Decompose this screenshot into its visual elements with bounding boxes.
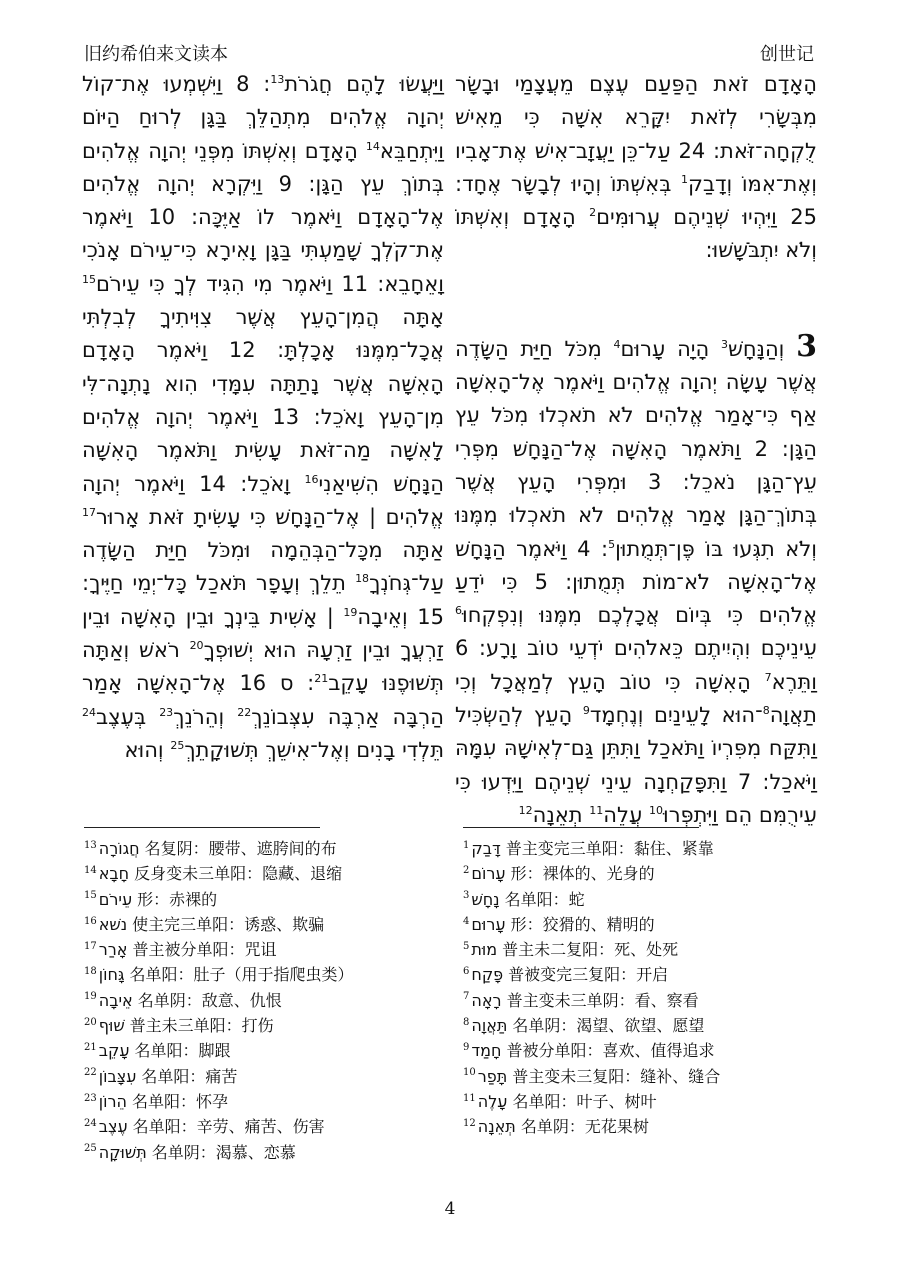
verse-text: רֹאשׁ וְאַתָּה תְּשׁוּפֶנּוּ עָקֵב (82, 638, 444, 696)
footnote-number: 5 (463, 940, 470, 952)
footnote-gloss: 形：狡猾的、精明的 (510, 914, 655, 934)
footnote-gloss: 名单阴：敌意、仇恨 (137, 990, 282, 1010)
footnote-marker: 20 (189, 639, 204, 653)
footnote-gloss: 名单阴：渴慕、恋慕 (151, 1142, 296, 1162)
footnote-marker: 5 (608, 537, 616, 551)
footnote-marker: 4 (613, 337, 621, 351)
footnote-number: 24 (84, 1117, 97, 1129)
footnote-gloss: 普主变未三单阴：看、察看 (506, 990, 699, 1010)
verse-text: הָאִשָּׁה כִּי טוֹב הָעֵץ לְמַאֲכָל וְכִי תַאֲוָה (455, 669, 817, 728)
footnote-item (84, 962, 354, 987)
footnote-item (463, 861, 720, 886)
footnote-item (84, 836, 354, 861)
footnote-marker: 1 (681, 172, 688, 186)
verse-text: הָאָדָם וְאִשְׁתּוֹ וְלֹא יִתְבֹּשָׁשׁוּ: (455, 205, 817, 263)
chapter-3-text (455, 330, 817, 832)
footnote-number: 1 (463, 839, 470, 851)
footnote-item (463, 1089, 720, 1114)
verse-text: אָתָּה הֲמִן־הָעֵץ אֲשֶׁר צִוִּיתִיךָ לְבִלְתִּי אֲכָל־מִמֶּנּוּ אָכָלְתָּ: 12 וַיֹּאמֶר הָאָדָם הָאִשָּׁה אֲשֶׁר נָתַתָּה עִמָּדִי הִוא נָתְנָה־לִּי מִן־הָעֵץ וָאֹכֵל: 13 וַיֹּאמֶר יְהוָה אֱלֹהִים לָאִשָּׁה מַה־זֹּאת עָשִׂית וַתֹּאמֶר הָאִשָּׁה הַנָּחָשׁ הִשִּׁיאַנִי (82, 305, 445, 496)
footnote-item (463, 1013, 720, 1038)
footnote-item (463, 988, 720, 1013)
footnote-item (463, 912, 720, 937)
footnote-gloss: 名单阴：无花果树 (520, 1117, 649, 1137)
footnote-number: 11 (463, 1092, 476, 1104)
footnote-gloss: 名单阳：怀孕 (131, 1091, 228, 1111)
footnote-hebrew-word: עֵירֹם (98, 889, 133, 909)
verse-text: וְהֵרֹנֵךְ (173, 704, 238, 729)
footnote-hebrew-word: עָרוֹם (471, 864, 506, 884)
page-number: 4 (444, 1199, 456, 1219)
footnote-number: 13 (84, 839, 97, 851)
verse-text: הָיָה עָרוּם (620, 336, 721, 361)
footnote-divider-right (463, 827, 699, 828)
footnote-gloss: 反身变未三单阳：隐藏、退缩 (134, 864, 343, 884)
verse-text: תֵלֵךְ וְעָפָר תֹּאכַל כָּל־יְמֵי חַיֶּיךָ: 15 וְאֵיבָה (82, 571, 444, 629)
verse-text: : ס 16 אֶל־הָאִשָּׁה אָמַר הַרְבָּה אַרְבֶּה עִצְּבוֹנֵךְ (82, 671, 444, 729)
footnote-hebrew-word: עָלֶה (477, 1091, 508, 1111)
footnotes-right (463, 836, 720, 1140)
footnote-item (84, 1114, 354, 1139)
footnote-hebrew-word: דָּבַק (471, 839, 501, 858)
verse-text: תְאֵנָה (532, 802, 590, 827)
footnote-number: 25 (84, 1143, 97, 1155)
footnote-marker: 21 (314, 672, 329, 686)
footnote-marker: 16 (304, 472, 319, 486)
footnote-gloss: 名单阳：痛苦 (141, 1066, 238, 1086)
footnote-gloss: 普主被分单阳：咒诅 (132, 940, 277, 960)
footnote-gloss: 使主完三单阳：诱惑、欺骗 (132, 914, 325, 934)
footnote-item (84, 1089, 354, 1114)
footnote-number: 22 (84, 1067, 97, 1079)
footnote-gloss: 普主未二复阳：死、处死 (502, 940, 679, 960)
footnote-item (463, 1114, 720, 1139)
verse-text: וָאֹכֵל: 14 וַיֹּאמֶר יְהוָה אֱלֹהִים | אֶל־הַנָּחָשׁ כִּי עָשִׂיתָ זֹּאת אָרוּר (82, 471, 444, 529)
footnote-number: 21 (84, 1042, 97, 1054)
footnote-marker: 17 (82, 505, 96, 519)
footnote-item (84, 1038, 354, 1063)
footnote-hebrew-word: עֶצֶב (98, 1117, 128, 1137)
verse-text: הָעֵץ לְהַשְׂכִּיל וַתִּקַּח מִפִּרְיוֹ וַתֹּאכַל וַתִּתֵּן גַּם־לְאִישָׁהּ עִמָּהּ וַיֹּאכַל: 7 וַתִּפָּקַחְנָה עֵינֵי שְׁנֵיהֶם וַיֵּדְעוּ כִּי עֵירֻמִּם הֵם וַיִּתְפְּרוּ (455, 703, 817, 827)
footnote-divider-left (84, 827, 320, 828)
text-column-left (82, 68, 444, 813)
footnote-gloss: 普被变完三复阳：开启 (508, 965, 669, 985)
footnote-hebrew-word: חָבָא (98, 864, 130, 884)
footnote-number: 16 (84, 915, 97, 927)
verse-text: : 8 וַיִּשְׁמְעוּ אֶת־קוֹל יְהוָה אֱלֹהִים מִתְהַלֵּךְ בַּגָּן לְרוּחַ הַיּוֹם וַיִּתְחַבֵּא (82, 72, 444, 163)
running-header-chapter-title: 创世记 (760, 44, 814, 65)
footnote-item (463, 1038, 720, 1063)
footnote-number: 23 (84, 1092, 97, 1104)
verse-text: עֵינֵיכֶם וִהְיִיתֶם כֵּאלֹהִים יֹדְעֵי טוֹב וָרָע: 6 וַתֵּרֶא (455, 636, 817, 694)
verse-text: מִכֹּל חַיַּת הַשָּׂדֶה אֲשֶׁר עָשָׂה יְהוָה אֱלֹהִים וַיֹּאמֶר אֶל־הָאִשָּׁה אַף כִּי־אָמַר אֱלֹהִים לֹא תֹאכְלוּ מִכֹּל עֵץ הַגָּן: 2 וַתֹּאמֶר הָאִשָּׁה אֶל־הַנָּחָשׁ מִפְּרִי עֵץ־הַגָּן נֹאכֵל: 3 וּמִפְּרִי הָעֵץ אֲשֶׁר בְּתוֹךְ־הַגָּן אָמַר אֱלֹהִים לֹא תֹאכְלוּ מִמֶּנּוּ וְלֹא תִגְּעוּ בּוֹ פֶּן־תְּמֻתוּן (455, 336, 817, 561)
footnote-number: 18 (84, 966, 97, 978)
chapter-3-verses (455, 337, 817, 827)
footnote-item (84, 1013, 354, 1038)
footnote-gloss: 普主变完三单阳：黏住、紧靠 (505, 839, 714, 858)
footnote-item (463, 887, 720, 912)
footnote-marker: 7 (764, 670, 772, 684)
footnote-number: 9 (463, 1042, 470, 1054)
footnote-gloss: 形：裸体的、光身的 (510, 864, 655, 884)
footnote-hebrew-word: תַּאֲוָה (471, 1016, 508, 1036)
chapter-gap (455, 268, 817, 330)
footnote-gloss: 名单阳：脚跟 (134, 1041, 231, 1061)
footnote-item (84, 861, 354, 886)
footnote-item (463, 937, 720, 962)
footnote-item (463, 1064, 720, 1089)
footnote-marker: 13 (270, 73, 285, 86)
footnote-marker: 18 (355, 572, 370, 586)
footnote-item (84, 988, 354, 1013)
footnote-item (463, 962, 720, 987)
footnote-marker: 15 (82, 272, 96, 286)
chapter-number: 3 (796, 328, 817, 364)
footnote-marker: 10 (648, 803, 663, 817)
footnote-hebrew-word: רָאָה (471, 990, 502, 1010)
verse-text: בְּעֶצֶב (96, 704, 160, 729)
footnote-number: 6 (463, 966, 470, 978)
footnote-marker: 11 (589, 803, 604, 817)
footnote-marker: 14 (365, 139, 380, 153)
footnote-gloss: 名单阳：蛇 (504, 889, 585, 909)
footnote-hebrew-word: חָמַד (471, 1041, 502, 1061)
footnote-gloss: 形：赤裸的 (137, 889, 218, 909)
footnote-gloss: 普主未三单阳：打伤 (129, 1016, 274, 1036)
footnote-number: 3 (463, 890, 470, 902)
footnote-item (84, 1140, 354, 1165)
footnote-hebrew-word: תָּפַר (477, 1066, 508, 1086)
footnote-gloss: 名单阳：辛劳、痛苦、伤害 (132, 1117, 325, 1137)
verse-text: וְהַנָּחָשׁ (727, 336, 797, 361)
footnote-marker: 12 (518, 803, 533, 817)
footnote-number: 10 (463, 1067, 476, 1079)
footnote-marker: 23 (159, 705, 174, 719)
footnote-marker: 2 (589, 206, 597, 220)
footnote-gloss: 名复阴：腰带、遮胯间的布 (144, 839, 337, 858)
footnote-hebrew-word: נשׁא (98, 914, 128, 934)
footnote-number: 15 (84, 890, 97, 902)
footnote-number: 8 (463, 1016, 470, 1028)
footnote-number: 12 (463, 1117, 476, 1129)
footnote-hebrew-word: פָּקַח (471, 965, 504, 985)
footnotes-left (84, 836, 354, 1165)
footnote-marker: 22 (237, 705, 252, 719)
footnote-hebrew-word: תְּשׁוּקָה (98, 1142, 147, 1162)
footnote-hebrew-word: אֵיבָה (98, 990, 133, 1010)
footnote-gloss: 名单阴：渴望、欲望、愿望 (512, 1016, 705, 1036)
footnote-hebrew-word: גָּחוֹן (98, 965, 125, 985)
footnote-hebrew-word: עָקֵב (98, 1041, 130, 1061)
footnote-gloss: 普被分单阳：喜欢、值得追求 (506, 1041, 715, 1061)
footnote-marker: 6 (455, 604, 462, 618)
footnote-marker: 19 (343, 605, 358, 619)
verse-text: תֵּלְדִי בָנִים וְאֶל־אִישֵׁךְ תְּשׁוּקָתֵךְ (184, 737, 444, 762)
verse-text: וַיַּעֲשׂוּ לָהֶם חֲגֹרֹת (284, 72, 444, 96)
footnote-hebrew-word: חֲגוֹרָה (98, 839, 140, 858)
verse-text: הָאָדָם וְאִשְׁתּוֹ מִפְּנֵי יְהוָה אֱלֹהִים בְּתוֹךְ עֵץ הַגָּן: 9 וַיִּקְרָא יְהוָה אֱלֹהִים אֶל־הָאָדָם וַיֹּאמֶר לוֹ אַיֶּכָּה: 10 וַיֹּאמֶר אֶת־קֹלְךָ שָׁמַעְתִּי בַּגָּן וָאִירָא כִּי־עֵירֹם אָנֹכִי וָאֵחָבֵא: 11 וַיֹּאמֶר מִי הִגִּיד לְךָ כִּי עֵירֹם (82, 138, 444, 296)
verse-text: בְּאִשְׁתּוֹ וְהָיוּ לְבָשָׂר אֶחָד: 25 וַיִּהְיוּ שְׁנֵיהֶם עֲרוּמִּים (455, 171, 817, 230)
footnote-item (84, 937, 354, 962)
left-column-text (82, 68, 444, 767)
footnote-item (84, 887, 354, 912)
verse-text: עֲלֵה (603, 802, 649, 827)
verse-text: הָאָדָם זֹאת הַפַּעַם עֶצֶם מֵעֲצָמַי וּבָשָׂר מִבְּשָׂרִי לְזֹאת יִקָּרֵא אִשָּׁה כִּי מֵאִישׁ לֻקְחָה־זֹּאת: 24 עַל־כֵּן יַעֲזָב־אִישׁ אֶת־אָבִיו וְאֶת־אִמּוֹ וְדָבַק (455, 72, 817, 196)
footnote-marker: 24 (82, 705, 96, 719)
footnote-number: 4 (463, 915, 470, 927)
verse-text: : 4 וַיֹּאמֶר הַנָּחָשׁ אֶל־הָאִשָּׁה לֹא־מוֹת תְּמֻתוּן: 5 כִּי יֹדֵעַ אֱלֹהִים כִּי בְּיוֹם אֲכָלְכֶם מִמֶּנּוּ וְנִפְקְחוּ (455, 536, 818, 628)
footnote-hebrew-word: עִצָּבוֹן (98, 1066, 137, 1086)
footnote-marker: 3 (720, 337, 728, 351)
footnote-marker: 25 (170, 738, 185, 752)
verse-text: אַתָּה מִכָּל־הַבְּהֵמָה וּמִכֹּל חַיַּת הַשָּׂדֶה עַל־גְּחֹנְךָ (82, 538, 444, 596)
verse-text: ־הוּא לָעֵינַיִם וְנֶחְמָד (589, 703, 763, 728)
footnote-number: 14 (84, 864, 97, 876)
footnote-hebrew-word: הֵרוֹן (98, 1091, 127, 1111)
footnote-number: 20 (84, 1016, 97, 1028)
footnote-hebrew-word: מוּת (471, 940, 498, 960)
footnote-number: 7 (463, 991, 470, 1003)
footnote-gloss: 普主变未三复阳：缝补、缝合 (512, 1066, 721, 1086)
footnote-item (84, 1064, 354, 1089)
footnote-item (84, 912, 354, 937)
footnote-marker: 8 (762, 704, 770, 718)
footnote-item (463, 836, 720, 861)
footnote-gloss: 名单阳：肚子（用于指爬虫类） (129, 965, 354, 985)
verse-text: | אָשִׁית בֵּינְךָ וּבֵין הָאִשָּׁה וּבֵין זַרְעֲךָ וּבֵין זַרְעָהּ הוּא יְשׁוּפְךָ (82, 604, 444, 663)
verse-text: וְהוּא (124, 737, 171, 762)
footnote-number: 19 (84, 991, 97, 1003)
text-column-right (455, 68, 818, 827)
footnote-hebrew-word: עָרוּם (471, 914, 506, 934)
footnote-number: 17 (84, 940, 97, 952)
chapter-2-end-text (455, 68, 817, 268)
footnote-marker: 9 (582, 704, 590, 718)
footnote-number: 2 (463, 864, 470, 876)
footnote-hebrew-word: נָחָשׁ (471, 889, 500, 909)
footnote-hebrew-word: אָרַר (98, 940, 128, 960)
footnote-gloss: 名单阳：叶子、树叶 (512, 1091, 657, 1111)
running-header-book-title: 旧约希伯来文读本 (84, 44, 228, 65)
footnote-hebrew-word: שׁוּף (98, 1016, 125, 1036)
footnote-hebrew-word: תְּאֵנָה (477, 1117, 516, 1137)
